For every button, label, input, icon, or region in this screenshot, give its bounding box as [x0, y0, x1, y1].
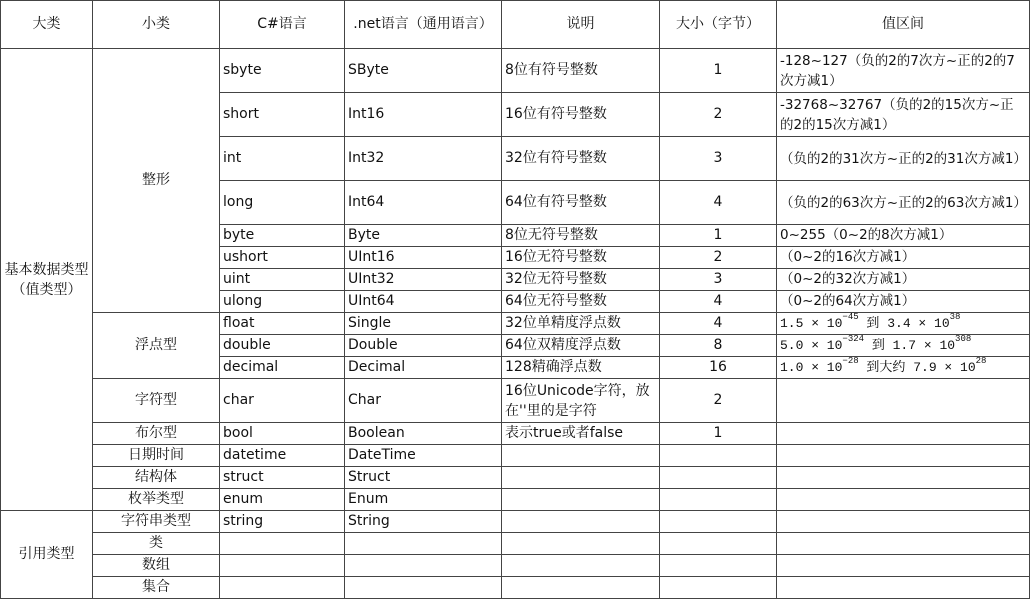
- range-cell: [777, 467, 1030, 489]
- description-cell: 32位单精度浮点数: [502, 313, 660, 335]
- range-cell: （负的2的31次方~正的2的31次方减1）: [777, 137, 1030, 181]
- range-cell: [777, 511, 1030, 533]
- range-cell: [777, 357, 1030, 379]
- range-cell: -128~127（负的2的7次方~正的2的7次方减1）: [777, 49, 1030, 93]
- net-type-cell: Double: [345, 335, 502, 357]
- net-type-cell: Int16: [345, 93, 502, 137]
- range-cell: [777, 445, 1030, 467]
- table-row: [1, 49, 1030, 93]
- header-dotnet-type: .net语言（通用语言）: [345, 1, 502, 49]
- table-row: [1, 467, 1030, 489]
- net-type-cell: Int64: [345, 181, 502, 225]
- size-cell: 4: [660, 181, 777, 225]
- cs-type-cell: byte: [220, 225, 345, 247]
- net-type-cell: Struct: [345, 467, 502, 489]
- table-row: [1, 511, 1030, 533]
- cs-type-cell: [220, 533, 345, 555]
- subgroup-enum: 枚举类型: [93, 489, 220, 511]
- net-type-cell: UInt64: [345, 291, 502, 313]
- size-cell: [660, 555, 777, 577]
- description-cell: [502, 445, 660, 467]
- header-description: 说明: [502, 1, 660, 49]
- range-cell: [777, 335, 1030, 357]
- net-type-cell: Single: [345, 313, 502, 335]
- subgroup-array: 数组: [93, 555, 220, 577]
- cs-type-cell: char: [220, 379, 345, 423]
- description-cell: 32位无符号整数: [502, 269, 660, 291]
- table-row: [1, 423, 1030, 445]
- description-cell: 64位双精度浮点数: [502, 335, 660, 357]
- net-type-cell: [345, 533, 502, 555]
- header-category: 大类: [1, 1, 93, 49]
- description-cell: 128精确浮点数: [502, 357, 660, 379]
- range-exponent: −45: [842, 312, 859, 322]
- description-cell: [502, 489, 660, 511]
- net-type-cell: DateTime: [345, 445, 502, 467]
- size-cell: [660, 533, 777, 555]
- cs-type-cell: enum: [220, 489, 345, 511]
- net-type-cell: Enum: [345, 489, 502, 511]
- net-type-cell: UInt32: [345, 269, 502, 291]
- subgroup-struct: 结构体: [93, 467, 220, 489]
- table-row: [1, 313, 1030, 335]
- description-cell: [502, 577, 660, 599]
- size-cell: 1: [660, 423, 777, 445]
- range-connector: 到大约 7.9 × 10: [858, 360, 976, 375]
- group-reference-types: 引用类型: [1, 511, 93, 599]
- net-type-cell: [345, 555, 502, 577]
- size-cell: [660, 489, 777, 511]
- cs-type-cell: string: [220, 511, 345, 533]
- net-type-cell: String: [345, 511, 502, 533]
- subgroup-class: 类: [93, 533, 220, 555]
- range-exponent: 308: [955, 334, 972, 344]
- range-exponent: −324: [842, 334, 865, 344]
- cs-type-cell: [220, 577, 345, 599]
- net-type-cell: Byte: [345, 225, 502, 247]
- cs-type-cell: [220, 555, 345, 577]
- table-row: [1, 489, 1030, 511]
- table-row: [1, 379, 1030, 423]
- net-type-cell: Char: [345, 379, 502, 423]
- range-exponent: −28: [842, 356, 859, 366]
- description-cell: 表示true或者false: [502, 423, 660, 445]
- net-type-cell: Boolean: [345, 423, 502, 445]
- cs-type-cell: ulong: [220, 291, 345, 313]
- range-cell: [777, 423, 1030, 445]
- cs-type-cell: int: [220, 137, 345, 181]
- cs-type-cell: sbyte: [220, 49, 345, 93]
- description-cell: 32位有符号整数: [502, 137, 660, 181]
- range-cell: [777, 313, 1030, 335]
- range-cell: [777, 379, 1030, 423]
- subgroup-collection: 集合: [93, 577, 220, 599]
- subgroup-char: 字符型: [93, 379, 220, 423]
- range-cell: （0~2的16次方减1）: [777, 247, 1030, 269]
- description-cell: 64位无符号整数: [502, 291, 660, 313]
- subgroup-datetime: 日期时间: [93, 445, 220, 467]
- size-cell: 2: [660, 379, 777, 423]
- subgroup-bool: 布尔型: [93, 423, 220, 445]
- description-cell: 16位无符号整数: [502, 247, 660, 269]
- table-row: [1, 555, 1030, 577]
- size-cell: 1: [660, 225, 777, 247]
- cs-type-cell: short: [220, 93, 345, 137]
- net-type-cell: Int32: [345, 137, 502, 181]
- header-subcategory: 小类: [93, 1, 220, 49]
- subgroup-string: 字符串类型: [93, 511, 220, 533]
- range-mantissa: 5.0 × 10: [780, 338, 843, 353]
- cs-type-cell: struct: [220, 467, 345, 489]
- description-cell: 16位有符号整数: [502, 93, 660, 137]
- cs-type-cell: ushort: [220, 247, 345, 269]
- range-mantissa: 1.0 × 10: [780, 360, 843, 375]
- table-row: [1, 445, 1030, 467]
- size-cell: [660, 445, 777, 467]
- header-size: 大小（字节）: [660, 1, 777, 49]
- group-value-types: 基本数据类型（值类型）: [1, 49, 93, 511]
- range-cell: [777, 533, 1030, 555]
- description-cell: [502, 467, 660, 489]
- cs-type-cell: uint: [220, 269, 345, 291]
- range-cell: [777, 489, 1030, 511]
- cs-type-cell: datetime: [220, 445, 345, 467]
- range-cell: -32768~32767（负的2的15次方~正的2的15次方减1）: [777, 93, 1030, 137]
- range-exponent: 28: [975, 356, 987, 366]
- size-cell: [660, 467, 777, 489]
- size-cell: 4: [660, 313, 777, 335]
- range-cell: （0~2的32次方减1）: [777, 269, 1030, 291]
- range-connector: 到 1.7 × 10: [864, 338, 956, 353]
- range-connector: 到 3.4 × 10: [858, 316, 950, 331]
- table-row: [1, 577, 1030, 599]
- size-cell: 16: [660, 357, 777, 379]
- description-cell: [502, 511, 660, 533]
- cs-type-cell: decimal: [220, 357, 345, 379]
- range-cell: [777, 577, 1030, 599]
- description-cell: [502, 555, 660, 577]
- net-type-cell: SByte: [345, 49, 502, 93]
- subgroup-integer: 整形: [93, 49, 220, 313]
- range-cell: [777, 555, 1030, 577]
- range-exponent: 38: [949, 312, 961, 322]
- net-type-cell: [345, 577, 502, 599]
- size-cell: 2: [660, 247, 777, 269]
- size-cell: 8: [660, 335, 777, 357]
- description-cell: 8位有符号整数: [502, 49, 660, 93]
- size-cell: [660, 577, 777, 599]
- net-type-cell: Decimal: [345, 357, 502, 379]
- header-csharp-type: C#语言: [220, 1, 345, 49]
- size-cell: [660, 511, 777, 533]
- size-cell: 1: [660, 49, 777, 93]
- range-mantissa: 1.5 × 10: [780, 316, 843, 331]
- size-cell: 2: [660, 93, 777, 137]
- description-cell: [502, 533, 660, 555]
- range-cell: （0~2的64次方减1）: [777, 291, 1030, 313]
- table-row: [1, 533, 1030, 555]
- size-cell: 3: [660, 269, 777, 291]
- cs-type-cell: long: [220, 181, 345, 225]
- subgroup-float: 浮点型: [93, 313, 220, 379]
- net-type-cell: UInt16: [345, 247, 502, 269]
- range-cell: （负的2的63次方~正的2的63次方减1）: [777, 181, 1030, 225]
- cs-type-cell: float: [220, 313, 345, 335]
- header-row: [1, 1, 1030, 49]
- size-cell: 4: [660, 291, 777, 313]
- header-value-range: 值区间: [777, 1, 1030, 49]
- description-cell: 64位有符号整数: [502, 181, 660, 225]
- size-cell: 3: [660, 137, 777, 181]
- description-cell: 8位无符号整数: [502, 225, 660, 247]
- cs-type-cell: double: [220, 335, 345, 357]
- description-cell: 16位Unicode字符，放在''里的是字符: [502, 379, 660, 423]
- range-cell: 0~255（0~2的8次方减1）: [777, 225, 1030, 247]
- cs-type-cell: bool: [220, 423, 345, 445]
